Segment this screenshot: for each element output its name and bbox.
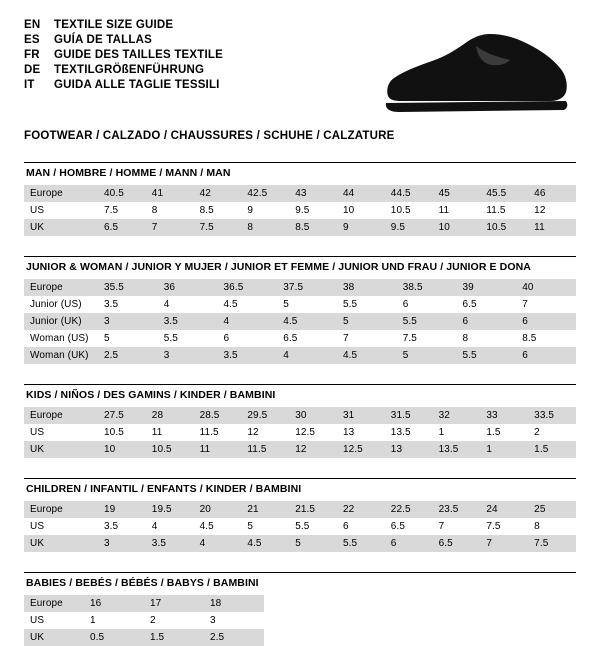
footwear-category-line: FOOTWEAR / CALZADO / CHAUSSURES / SCHUHE / CALZATURE — [24, 130, 395, 142]
table-row — [24, 296, 576, 313]
language-title: GUÍA DE TALLAS — [54, 34, 152, 46]
size-cell: 2 — [528, 424, 576, 441]
row-label: US — [24, 518, 98, 535]
size-cell: 9.5 — [385, 219, 433, 236]
language-code: EN — [24, 19, 41, 31]
size-cell: 36.5 — [218, 279, 278, 296]
size-cell: 5 — [277, 296, 337, 313]
size-cell: 6 — [397, 296, 457, 313]
size-cell: 1 — [433, 424, 481, 441]
size-cell: 46 — [528, 185, 576, 202]
table-row — [24, 629, 264, 646]
size-cell: 41 — [146, 185, 194, 202]
language-row — [24, 33, 223, 47]
size-cell: 5 — [337, 313, 397, 330]
size-cell: 28 — [146, 407, 194, 424]
size-cell: 11 — [433, 202, 481, 219]
language-title: GUIDA ALLE TAGLIE TESSILI — [54, 79, 220, 91]
size-cell: 4 — [158, 296, 218, 313]
size-cell: 6 — [337, 518, 385, 535]
size-cell: 12 — [289, 441, 337, 458]
section-title: MAN / HOMBRE / HOMME / MANN / MAN — [26, 167, 231, 179]
size-cell: 0.5 — [84, 629, 144, 646]
size-section — [24, 572, 576, 646]
size-cell: 7 — [433, 518, 481, 535]
size-table — [24, 595, 264, 646]
size-cell: 38 — [337, 279, 397, 296]
row-label: UK — [24, 219, 98, 236]
size-cell: 4.5 — [277, 313, 337, 330]
size-cell: 3 — [98, 313, 158, 330]
size-cell: 6.5 — [277, 330, 337, 347]
table-row — [24, 535, 576, 552]
section-title: CHILDREN / INFANTIL / ENFANTS / KINDER / BAMBINI — [26, 483, 302, 495]
size-cell: 6.5 — [457, 296, 517, 313]
size-cell: 4.5 — [218, 296, 278, 313]
size-cell: 5.5 — [337, 535, 385, 552]
size-cell: 6 — [385, 535, 433, 552]
section-title: BABIES / BEBÉS / BÉBÉS / BABYS / BAMBINI — [26, 577, 259, 589]
size-cell: 9 — [241, 202, 289, 219]
table-row — [24, 219, 576, 236]
size-cell: 4 — [146, 518, 194, 535]
size-cell: 7.5 — [397, 330, 457, 347]
size-cell: 4.5 — [241, 535, 289, 552]
size-cell: 5 — [289, 535, 337, 552]
size-table — [24, 279, 576, 364]
size-cell: 12 — [241, 424, 289, 441]
language-code: IT — [24, 79, 35, 91]
size-cell: 6 — [457, 313, 517, 330]
size-cell: 13 — [337, 424, 385, 441]
size-cell: 8.5 — [516, 330, 576, 347]
size-cell: 6 — [218, 330, 278, 347]
size-cell: 19 — [98, 501, 146, 518]
size-cell: 12 — [528, 202, 576, 219]
size-cell: 3.5 — [98, 518, 146, 535]
size-tables — [24, 162, 576, 646]
size-cell: 10 — [337, 202, 385, 219]
size-cell: 8 — [457, 330, 517, 347]
size-section — [24, 478, 576, 552]
size-cell: 33.5 — [528, 407, 576, 424]
size-cell: 7.5 — [98, 202, 146, 219]
size-cell: 11.5 — [241, 441, 289, 458]
row-label: Junior (US) — [24, 296, 98, 313]
row-label: Woman (US) — [24, 330, 98, 347]
size-cell: 44 — [337, 185, 385, 202]
size-cell: 1 — [480, 441, 528, 458]
size-cell: 10.5 — [385, 202, 433, 219]
size-cell: 4 — [277, 347, 337, 364]
size-cell: 13 — [385, 441, 433, 458]
size-cell: 7.5 — [528, 535, 576, 552]
row-label: Europe — [24, 185, 98, 202]
language-title-list — [24, 18, 223, 92]
size-cell: 8.5 — [289, 219, 337, 236]
language-row — [24, 18, 223, 32]
size-cell: 45 — [433, 185, 481, 202]
language-title: TEXTILGRÖßENFÜHRUNG — [54, 64, 205, 76]
size-cell: 8 — [528, 518, 576, 535]
size-cell: 5.5 — [289, 518, 337, 535]
table-row — [24, 185, 576, 202]
size-cell: 3 — [158, 347, 218, 364]
size-cell: 32 — [433, 407, 481, 424]
size-cell: 42.5 — [241, 185, 289, 202]
language-row — [24, 48, 223, 62]
row-label: Junior (UK) — [24, 313, 98, 330]
size-cell: 11.5 — [194, 424, 242, 441]
size-cell: 6 — [516, 347, 576, 364]
row-label: Europe — [24, 279, 98, 296]
size-cell: 11 — [146, 424, 194, 441]
size-cell: 42 — [194, 185, 242, 202]
size-cell: 8 — [241, 219, 289, 236]
language-row — [24, 63, 223, 77]
size-cell: 16 — [84, 595, 144, 612]
size-cell: 31.5 — [385, 407, 433, 424]
size-cell: 39 — [457, 279, 517, 296]
table-row — [24, 202, 576, 219]
size-cell: 28.5 — [194, 407, 242, 424]
row-label: UK — [24, 535, 98, 552]
size-cell: 5.5 — [337, 296, 397, 313]
size-cell: 11 — [528, 219, 576, 236]
size-cell: 35.5 — [98, 279, 158, 296]
size-cell: 38.5 — [397, 279, 457, 296]
size-cell: 11 — [194, 441, 242, 458]
size-cell: 4.5 — [337, 347, 397, 364]
row-label: UK — [24, 441, 98, 458]
size-cell: 18 — [204, 595, 264, 612]
size-cell: 10.5 — [480, 219, 528, 236]
size-cell: 11.5 — [480, 202, 528, 219]
row-label: Europe — [24, 501, 98, 518]
table-row — [24, 518, 576, 535]
row-label: Europe — [24, 407, 98, 424]
size-cell: 10.5 — [146, 441, 194, 458]
table-row — [24, 407, 576, 424]
size-cell: 7.5 — [194, 219, 242, 236]
size-cell: 40.5 — [98, 185, 146, 202]
table-row — [24, 441, 576, 458]
table-row — [24, 279, 576, 296]
size-cell: 3.5 — [218, 347, 278, 364]
table-row — [24, 347, 576, 364]
size-cell: 9 — [337, 219, 385, 236]
section-title: KIDS / NIÑOS / DES GAMINS / KINDER / BAMBINI — [26, 389, 276, 401]
size-cell: 3 — [204, 612, 264, 629]
size-cell: 1 — [84, 612, 144, 629]
size-cell: 4 — [218, 313, 278, 330]
size-cell: 13.5 — [385, 424, 433, 441]
size-cell: 7 — [480, 535, 528, 552]
row-label: US — [24, 424, 98, 441]
size-section — [24, 384, 576, 458]
size-cell: 12.5 — [337, 441, 385, 458]
size-cell: 8 — [146, 202, 194, 219]
row-label: Europe — [24, 595, 84, 612]
language-title: GUIDE DES TAILLES TEXTILE — [54, 49, 223, 61]
size-cell: 7 — [516, 296, 576, 313]
size-cell: 5.5 — [457, 347, 517, 364]
size-cell: 37.5 — [277, 279, 337, 296]
size-cell: 1.5 — [480, 424, 528, 441]
size-cell: 3.5 — [158, 313, 218, 330]
size-cell: 3 — [98, 535, 146, 552]
size-cell: 45.5 — [480, 185, 528, 202]
size-cell: 22.5 — [385, 501, 433, 518]
size-cell: 27.5 — [98, 407, 146, 424]
size-cell: 2 — [144, 612, 204, 629]
language-code: FR — [24, 49, 40, 61]
size-cell: 44.5 — [385, 185, 433, 202]
size-table — [24, 185, 576, 236]
language-code: ES — [24, 34, 40, 46]
size-cell: 33 — [480, 407, 528, 424]
size-cell: 5.5 — [158, 330, 218, 347]
size-section — [24, 256, 576, 364]
size-cell: 6.5 — [385, 518, 433, 535]
size-cell: 36 — [158, 279, 218, 296]
size-cell: 43 — [289, 185, 337, 202]
row-label: US — [24, 612, 84, 629]
size-cell: 21.5 — [289, 501, 337, 518]
row-label: UK — [24, 629, 84, 646]
size-cell: 2.5 — [204, 629, 264, 646]
language-code: DE — [24, 64, 41, 76]
size-cell: 9.5 — [289, 202, 337, 219]
size-cell: 5 — [241, 518, 289, 535]
size-table — [24, 501, 576, 552]
size-cell: 6.5 — [433, 535, 481, 552]
size-cell: 6.5 — [98, 219, 146, 236]
language-title: TEXTILE SIZE GUIDE — [54, 19, 174, 31]
size-cell: 13.5 — [433, 441, 481, 458]
table-row — [24, 595, 264, 612]
size-cell: 6 — [516, 313, 576, 330]
size-cell: 17 — [144, 595, 204, 612]
size-cell: 10.5 — [98, 424, 146, 441]
size-cell: 19.5 — [146, 501, 194, 518]
size-cell: 4.5 — [194, 518, 242, 535]
size-cell: 5 — [397, 347, 457, 364]
size-cell: 30 — [289, 407, 337, 424]
size-cell: 1.5 — [144, 629, 204, 646]
size-cell: 5.5 — [397, 313, 457, 330]
size-cell: 40 — [516, 279, 576, 296]
size-cell: 24 — [480, 501, 528, 518]
size-cell: 1.5 — [528, 441, 576, 458]
size-cell: 3.5 — [98, 296, 158, 313]
size-cell: 25 — [528, 501, 576, 518]
size-cell: 31 — [337, 407, 385, 424]
table-row — [24, 612, 264, 629]
size-cell: 10 — [98, 441, 146, 458]
size-cell: 21 — [241, 501, 289, 518]
table-row — [24, 313, 576, 330]
size-cell: 4 — [194, 535, 242, 552]
size-cell: 7.5 — [480, 518, 528, 535]
size-cell: 8.5 — [194, 202, 242, 219]
size-cell: 29.5 — [241, 407, 289, 424]
size-cell: 10 — [433, 219, 481, 236]
section-title: JUNIOR & WOMAN / JUNIOR Y MUJER / JUNIOR ET FEMME / JUNIOR UND FRAU / JUNIOR E DONA — [26, 261, 531, 273]
document-header — [24, 18, 576, 116]
size-cell: 12.5 — [289, 424, 337, 441]
table-row — [24, 424, 576, 441]
language-row — [24, 78, 223, 92]
size-table — [24, 407, 576, 458]
table-row — [24, 501, 576, 518]
size-cell: 20 — [194, 501, 242, 518]
size-section — [24, 162, 576, 236]
size-cell: 22 — [337, 501, 385, 518]
row-label: Woman (UK) — [24, 347, 98, 364]
size-cell: 3.5 — [146, 535, 194, 552]
size-cell: 2.5 — [98, 347, 158, 364]
table-row — [24, 330, 576, 347]
size-cell: 5 — [98, 330, 158, 347]
size-cell: 7 — [337, 330, 397, 347]
size-cell: 23.5 — [433, 501, 481, 518]
size-cell: 7 — [146, 219, 194, 236]
row-label: US — [24, 202, 98, 219]
dress-shoe-icon — [380, 30, 570, 116]
